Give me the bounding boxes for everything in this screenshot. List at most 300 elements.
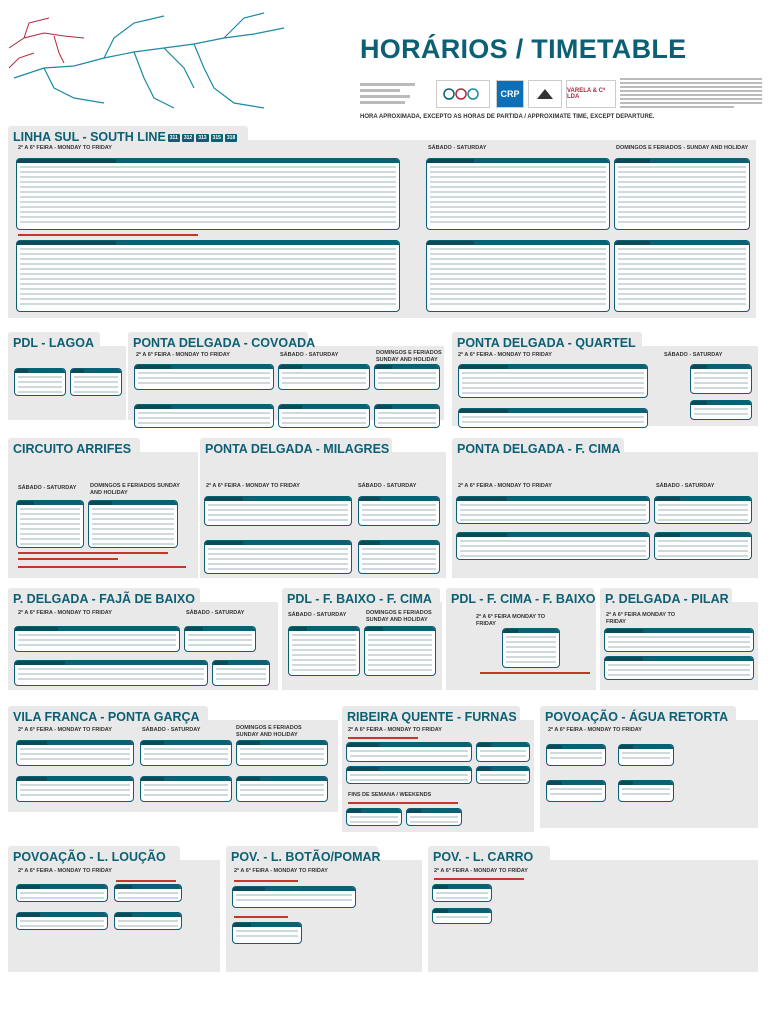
grid-row: [618, 166, 746, 168]
grid-row: [18, 391, 62, 393]
note-line: [18, 234, 198, 236]
grid-row: [216, 668, 266, 670]
grid-row: [20, 176, 396, 178]
grid-row: [216, 678, 266, 680]
page-title: HORÁRIOS / TIMETABLE: [360, 34, 687, 64]
grid-row: [292, 639, 356, 641]
grid-row: [20, 508, 80, 510]
grid-row: [144, 794, 228, 796]
timetable-grid: [14, 368, 66, 396]
grid-row: [208, 514, 348, 516]
crp-logo: CRP: [496, 80, 524, 108]
grid-row: [618, 171, 746, 173]
schedule-label: 2ª A 6ª FEIRA - MONDAY TO FRIDAY: [348, 727, 442, 733]
grid-row: [618, 186, 746, 188]
section-title-arrifes: CIRCUITO ARRIFES: [8, 438, 140, 458]
schedule-label: 2ª A 6ª FEIRA - MONDAY TO FRIDAY: [234, 868, 328, 874]
grid-row: [20, 278, 396, 280]
grid-row: [368, 669, 432, 671]
grid-row: [118, 925, 178, 927]
schedule-label: DOMINGOS E FERIADOS SUNDAY AND HOLIDAY: [366, 610, 432, 623]
grid-row: [208, 548, 348, 550]
grid-row: [430, 288, 606, 290]
grid-row: [550, 793, 602, 795]
section-title-pdl-f-cima-f-baixo: PDL - F. CIMA - F. BAIXO: [446, 588, 594, 608]
timetable-grid: [654, 532, 752, 560]
grid-row: [350, 779, 468, 781]
schedule-label: DOMINGOS E FERIADOS SUNDAY AND HOLIDAY: [90, 483, 180, 496]
schedule-label: SÁBADO - SATURDAY: [18, 485, 77, 491]
grid-row: [608, 664, 750, 666]
grid-row: [282, 417, 366, 419]
grid-row: [430, 221, 606, 223]
timetable-grid: [346, 808, 402, 826]
section-title-vila-franca: VILA FRANCA - PONTA GARÇA: [8, 706, 208, 726]
timetable-grid: [364, 626, 436, 676]
grid-row: [506, 656, 556, 658]
grid-row: [378, 372, 436, 374]
timetable-grid: [546, 780, 606, 802]
timetable-grid: [604, 628, 754, 652]
grid-row: [658, 514, 748, 516]
grid-row: [618, 206, 746, 208]
timetable-grid: [618, 780, 674, 802]
section-title-l-carro: POV. - L. CARRO: [428, 846, 550, 866]
schedule-label: 2ª A 6ª FEIRA - MONDAY TO FRIDAY: [458, 483, 552, 489]
grid-row: [138, 382, 270, 384]
grid-row: [20, 758, 130, 760]
grid-row: [208, 553, 348, 555]
grid-row: [618, 288, 746, 290]
grid-row: [618, 273, 746, 275]
grid-row: [350, 821, 398, 823]
timetable-grid: [16, 912, 108, 930]
grid-row: [430, 253, 606, 255]
route-badge: 315: [212, 134, 221, 141]
header-fine-print: [620, 76, 762, 110]
grid-row: [18, 668, 204, 670]
grid-row: [236, 935, 298, 937]
schedule-label: SÁBADO - SATURDAY: [280, 352, 339, 358]
grid-row: [282, 377, 366, 379]
grid-row: [362, 514, 436, 516]
timetable-grid: [232, 922, 302, 944]
grid-row: [460, 519, 646, 521]
timetable-grid: [14, 660, 208, 686]
timetable-grid: [358, 496, 440, 526]
grid-row: [694, 413, 748, 415]
grid-row: [282, 382, 366, 384]
grid-row: [188, 639, 252, 641]
route-badge: 311: [169, 134, 178, 141]
grid-row: [188, 644, 252, 646]
grid-row: [20, 794, 130, 796]
timetable-grid: [614, 158, 750, 230]
grid-row: [378, 422, 436, 424]
grid-row: [20, 263, 396, 265]
grid-row: [20, 166, 396, 168]
grid-row: [208, 509, 348, 511]
grid-row: [20, 538, 80, 540]
grid-row: [550, 757, 602, 759]
grid-row: [618, 201, 746, 203]
timetable-grid: [654, 496, 752, 524]
grid-row: [480, 779, 526, 781]
grid-row: [20, 748, 130, 750]
grid-row: [618, 298, 746, 300]
grid-row: [74, 376, 118, 378]
grid-row: [430, 263, 606, 265]
timetable-grid: [406, 808, 462, 826]
grid-row: [460, 504, 646, 506]
schedule-label: 2ª A 6ª FEIRA - MONDAY TO FRIDAY: [18, 727, 112, 733]
grid-row: [430, 171, 606, 173]
grid-row: [20, 528, 80, 530]
grid-row: [430, 298, 606, 300]
grid-row: [694, 377, 748, 379]
grid-row: [20, 216, 396, 218]
timetable-grid: [134, 404, 274, 428]
grid-row: [20, 523, 80, 525]
timetable-grid: [16, 884, 108, 902]
timetable-grid: [458, 408, 648, 428]
grid-row: [240, 794, 324, 796]
grid-row: [74, 381, 118, 383]
grid-row: [430, 181, 606, 183]
grid-row: [506, 646, 556, 648]
grid-row: [240, 753, 324, 755]
grid-row: [430, 273, 606, 275]
timetable-grid: [114, 884, 182, 902]
grid-row: [282, 412, 366, 414]
schedule-label: 2ª A 6ª FEIRA - MONDAY TO FRIDAY: [18, 610, 112, 616]
grid-row: [362, 509, 436, 511]
grid-row: [550, 788, 602, 790]
grid-row: [368, 664, 432, 666]
section-title-l-loucao: POVOAÇÃO - L. LOUÇÃO: [8, 846, 180, 866]
grid-row: [462, 377, 644, 379]
grid-row: [430, 196, 606, 198]
grid-row: [144, 758, 228, 760]
timetable-grid: [690, 364, 752, 394]
timetable-grid: [16, 776, 134, 802]
grid-row: [658, 555, 748, 557]
grid-row: [430, 248, 606, 250]
grid-row: [282, 422, 366, 424]
schedule-label: SÁBADO - SATURDAY: [358, 483, 417, 489]
grid-row: [20, 201, 396, 203]
grid-row: [460, 514, 646, 516]
grid-row: [20, 298, 396, 300]
timetable-grid: [204, 540, 352, 574]
grid-row: [430, 293, 606, 295]
grid-row: [20, 303, 396, 305]
approx-time-note: HORA APROXIMADA, EXCEPTO AS HORAS DE PARTIDA / APPROXIMATE TIME, EXCEPT DEPARTURE.: [360, 114, 655, 120]
grid-row: [436, 897, 488, 899]
timetable-grid: [346, 766, 472, 784]
grid-row: [18, 644, 176, 646]
grid-row: [240, 748, 324, 750]
grid-row: [506, 651, 556, 653]
schedule-label: SÁBADO - SATURDAY: [664, 352, 723, 358]
section-title-l-botao-pomar: POV. - L. BOTÃO/POMAR: [226, 846, 378, 866]
grid-row: [138, 372, 270, 374]
grid-row: [208, 558, 348, 560]
grid-row: [236, 899, 352, 901]
grid-row: [144, 789, 228, 791]
grid-row: [350, 816, 398, 818]
grid-row: [368, 659, 432, 661]
section-title-covoada: PONTA DELGADA - COVOADA: [128, 332, 308, 352]
timetable-grid: [236, 776, 328, 802]
route-badge: 312: [183, 134, 193, 141]
grid-row: [462, 372, 644, 374]
section-title-faja-de-baixo: P. DELGADA - FAJÃ DE BAIXO: [8, 588, 200, 608]
grid-row: [18, 376, 62, 378]
header: [0, 0, 768, 122]
grid-row: [430, 303, 606, 305]
grid-row: [378, 412, 436, 414]
grid-row: [236, 894, 352, 896]
grid-row: [18, 634, 176, 636]
grid-row: [378, 417, 436, 419]
timetable-grid: [134, 364, 274, 390]
grid-row: [362, 504, 436, 506]
grid-row: [658, 545, 748, 547]
grid-row: [20, 181, 396, 183]
section-title-milagres: PONTA DELGADA - MILAGRES: [200, 438, 392, 458]
section-agua-retorta: [540, 720, 758, 828]
grid-row: [118, 892, 178, 894]
schedule-label: 2ª A 6ª FEIRA MONDAY TO FRIDAY: [606, 612, 676, 625]
grid-row: [118, 897, 178, 899]
grid-row: [292, 669, 356, 671]
grid-row: [20, 253, 396, 255]
schedule-label: SÁBADO - SATURDAY: [288, 612, 347, 618]
grid-row: [618, 191, 746, 193]
timetable-grid: [456, 496, 650, 524]
grid-row: [368, 644, 432, 646]
timetable-grid: [288, 626, 360, 676]
grid-row: [378, 382, 436, 384]
grid-row: [368, 634, 432, 636]
grid-row: [350, 750, 468, 752]
timetable-grid: [236, 740, 328, 766]
timetable-grid: [114, 912, 182, 930]
grid-row: [92, 543, 174, 545]
timetable-grid: [184, 626, 256, 652]
grid-row: [622, 793, 670, 795]
grid-row: [92, 523, 174, 525]
schedule-label: FINS DE SEMANA / WEEKENDS: [348, 792, 432, 798]
grid-row: [608, 674, 750, 676]
grid-row: [368, 639, 432, 641]
grid-row: [462, 392, 644, 394]
grid-row: [618, 253, 746, 255]
grid-row: [618, 216, 746, 218]
timetable-grid: [604, 656, 754, 680]
schedule-label: 2ª A 6ª FEIRA - MONDAY TO FRIDAY: [18, 145, 112, 151]
timetable-grid: [140, 740, 232, 766]
grid-row: [506, 661, 556, 663]
grid-row: [188, 634, 252, 636]
grid-row: [430, 283, 606, 285]
grid-row: [550, 752, 602, 754]
grid-row: [18, 678, 204, 680]
grid-row: [462, 416, 644, 418]
grid-row: [20, 533, 80, 535]
timetable-grid: [476, 766, 530, 784]
timetable-grid: [358, 540, 440, 574]
grid-row: [430, 216, 606, 218]
network-map: [4, 8, 304, 118]
timetable-grid: [374, 364, 440, 390]
schedule-label: SÁBADO - SATURDAY: [656, 483, 715, 489]
grid-row: [618, 258, 746, 260]
grid-row: [208, 504, 348, 506]
grid-row: [20, 268, 396, 270]
grid-row: [480, 755, 526, 757]
grid-row: [436, 892, 488, 894]
note-line: [348, 737, 418, 739]
grid-row: [410, 821, 458, 823]
note-line: [234, 916, 288, 918]
schedule-label: 2ª A 6ª FEIRA - MONDAY TO FRIDAY: [434, 868, 528, 874]
grid-row: [240, 789, 324, 791]
grid-row: [460, 540, 646, 542]
timetable-grid: [16, 240, 400, 312]
grid-row: [430, 166, 606, 168]
grid-row: [506, 636, 556, 638]
timetable-grid: [70, 368, 122, 396]
schedule-label: 2ª A 6ª FEIRA - MONDAY TO FRIDAY: [548, 727, 642, 733]
grid-row: [20, 920, 104, 922]
timetable-grid: [618, 744, 674, 766]
grid-row: [622, 757, 670, 759]
timetable-grid: [458, 364, 648, 398]
grid-row: [92, 528, 174, 530]
grid-row: [350, 774, 468, 776]
grid-row: [92, 538, 174, 540]
grid-row: [20, 753, 130, 755]
section-title-ribeira-quente: RIBEIRA QUENTE - FURNAS: [342, 706, 520, 726]
grid-row: [460, 509, 646, 511]
grid-row: [20, 283, 396, 285]
timetable-grid: [476, 742, 530, 762]
partner-logo: [436, 80, 490, 108]
grid-row: [430, 278, 606, 280]
section-title-pdl-lagoa: PDL - LAGOA: [8, 332, 100, 352]
grid-row: [618, 283, 746, 285]
note-line: [18, 552, 168, 554]
grid-row: [362, 553, 436, 555]
grid-row: [658, 540, 748, 542]
route-badge: 313: [198, 134, 207, 141]
grid-row: [608, 641, 750, 643]
schedule-label: 2ª A 6ª FEIRA - MONDAY TO FRIDAY: [458, 352, 552, 358]
grid-row: [460, 545, 646, 547]
grid-row: [618, 196, 746, 198]
grid-row: [618, 263, 746, 265]
grid-row: [694, 408, 748, 410]
section-title-linha-sul: LINHA SUL - SOUTH LINE 311 312 313 315 318: [8, 126, 248, 146]
grid-row: [92, 518, 174, 520]
schedule-label: SÁBADO - SATURDAY: [428, 145, 487, 151]
grid-row: [216, 673, 266, 675]
section-title-agua-retorta: POVOAÇÃO - ÁGUA RETORTA: [540, 706, 736, 726]
note-line: [480, 672, 590, 674]
grid-row: [18, 386, 62, 388]
grid-row: [658, 550, 748, 552]
schedule-label: DOMINGOS E FERIADOS SUNDAY AND HOLIDAY: [236, 725, 302, 738]
grid-row: [282, 372, 366, 374]
grid-row: [430, 201, 606, 203]
section-title-pdl-f-baixo-f-cima: PDL - F. BAIXO - F. CIMA: [282, 588, 440, 608]
grid-row: [20, 206, 396, 208]
grid-row: [20, 186, 396, 188]
grid-row: [138, 422, 270, 424]
grid-row: [20, 273, 396, 275]
grid-row: [462, 421, 644, 423]
grid-row: [362, 548, 436, 550]
grid-row: [694, 372, 748, 374]
grid-row: [20, 897, 104, 899]
schedule-label: 2ª A 6ª FEIRA MONDAY TO FRIDAY: [476, 614, 546, 627]
timetable-grid: [374, 404, 440, 428]
schedule-label: DOMINGOS E FERIADOS - SUNDAY AND HOLIDAY: [616, 145, 749, 151]
grid-row: [208, 568, 348, 570]
grid-row: [20, 258, 396, 260]
grid-row: [618, 303, 746, 305]
grid-row: [240, 758, 324, 760]
grid-row: [144, 753, 228, 755]
grid-row: [618, 211, 746, 213]
grid-row: [92, 533, 174, 535]
grid-row: [74, 391, 118, 393]
grid-row: [618, 278, 746, 280]
grid-row: [240, 784, 324, 786]
note-line: [18, 558, 118, 560]
grid-row: [618, 176, 746, 178]
timetable-grid: [278, 364, 370, 390]
grid-row: [608, 646, 750, 648]
grid-row: [144, 784, 228, 786]
schedule-label: 2ª A 6ª FEIRA - MONDAY TO FRIDAY: [18, 868, 112, 874]
timetable-grid: [204, 496, 352, 526]
grid-row: [430, 258, 606, 260]
map-legend: [360, 80, 426, 110]
grid-row: [292, 634, 356, 636]
section-title-pilar: P. DELGADA - PILAR: [600, 588, 732, 608]
grid-row: [480, 750, 526, 752]
grid-row: [144, 748, 228, 750]
grid-row: [436, 916, 488, 918]
grid-row: [20, 789, 130, 791]
grid-row: [20, 925, 104, 927]
grid-row: [20, 293, 396, 295]
varela-logo: VARELA & Cª LDA: [566, 80, 616, 108]
grid-row: [618, 248, 746, 250]
grid-row: [20, 892, 104, 894]
grid-row: [236, 930, 298, 932]
grid-row: [378, 377, 436, 379]
grid-row: [362, 568, 436, 570]
grid-row: [368, 654, 432, 656]
schedule-label: SÁBADO - SATURDAY: [142, 727, 201, 733]
timetable-grid: [502, 628, 560, 668]
grid-row: [74, 386, 118, 388]
grid-row: [362, 563, 436, 565]
